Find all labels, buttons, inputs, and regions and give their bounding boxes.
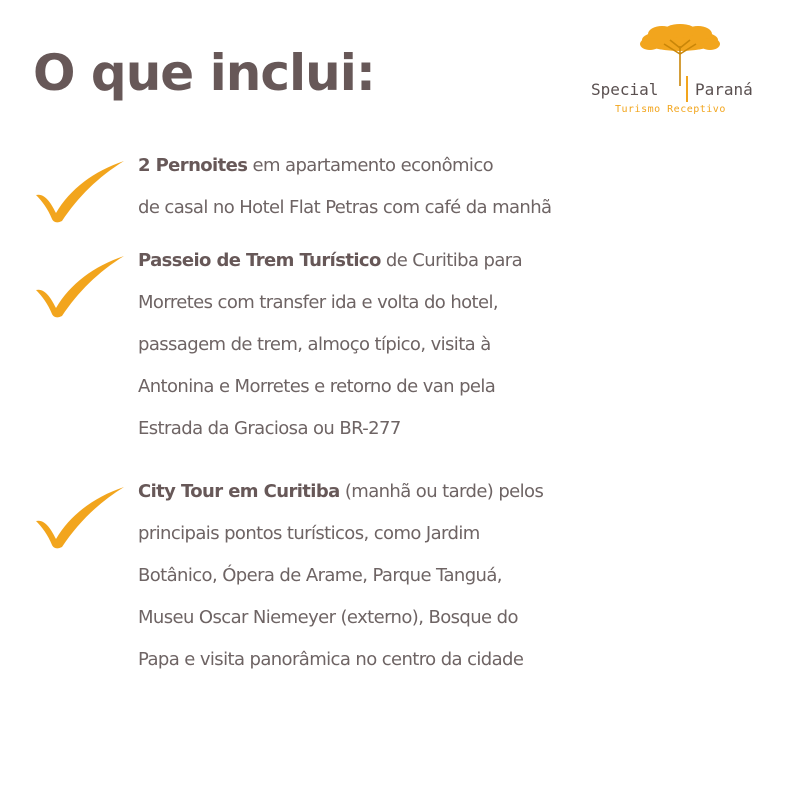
logo-divider bbox=[684, 76, 690, 102]
item-line-text: Museu Oscar Niemeyer (externo), Bosque do bbox=[138, 607, 518, 628]
item-line bbox=[138, 324, 798, 366]
araucaria-tree-icon bbox=[640, 24, 720, 86]
item-line-text: em apartamento econômico bbox=[247, 155, 494, 176]
item-line-bold: City Tour em Curitiba bbox=[138, 481, 340, 502]
item-line-text: Papa e visita panorâmica no centro da cidade bbox=[138, 649, 524, 670]
logo-subtitle: Turismo Receptivo bbox=[615, 104, 726, 115]
item-line bbox=[138, 639, 798, 681]
item-line bbox=[138, 282, 798, 324]
item-line bbox=[138, 240, 798, 282]
item-text bbox=[138, 145, 798, 229]
check-icon bbox=[34, 248, 126, 318]
item-line-text: Estrada da Graciosa ou BR-277 bbox=[138, 418, 401, 439]
item-line-text: Morretes com transfer ida e volta do hotel, bbox=[138, 292, 498, 313]
check-icon bbox=[34, 153, 126, 223]
item-line bbox=[138, 408, 798, 450]
item-line-bold: 2 Pernoites bbox=[138, 155, 248, 176]
item-line bbox=[138, 471, 798, 513]
item-text bbox=[138, 240, 798, 450]
item-line-text: Botânico, Ópera de Arame, Parque Tanguá, bbox=[138, 565, 502, 586]
item-line-text: (manhã ou tarde) pelos bbox=[339, 481, 544, 502]
item-line-text: principais pontos turísticos, como Jardim bbox=[138, 523, 480, 544]
logo-text-parana: Paraná bbox=[695, 80, 753, 99]
item-line-text: de Curitiba para bbox=[380, 250, 522, 271]
item-line bbox=[138, 145, 798, 187]
brand-logo bbox=[588, 24, 778, 124]
item-line-text: passagem de trem, almoço típico, visita à bbox=[138, 334, 491, 355]
item-text bbox=[138, 471, 798, 681]
item-line bbox=[138, 597, 798, 639]
check-icon bbox=[34, 479, 126, 549]
item-line-text: Antonina e Morretes e retorno de van pela bbox=[138, 376, 496, 397]
page-title: O que inclui: bbox=[33, 44, 375, 102]
item-line-text: de casal no Hotel Flat Petras com café da manhã bbox=[138, 197, 552, 218]
item-line bbox=[138, 187, 798, 229]
logo-text-special: Special bbox=[591, 80, 659, 99]
item-line-bold: Passeio de Trem Turístico bbox=[138, 250, 381, 271]
item-line bbox=[138, 513, 798, 555]
item-line bbox=[138, 366, 798, 408]
item-line bbox=[138, 555, 798, 597]
